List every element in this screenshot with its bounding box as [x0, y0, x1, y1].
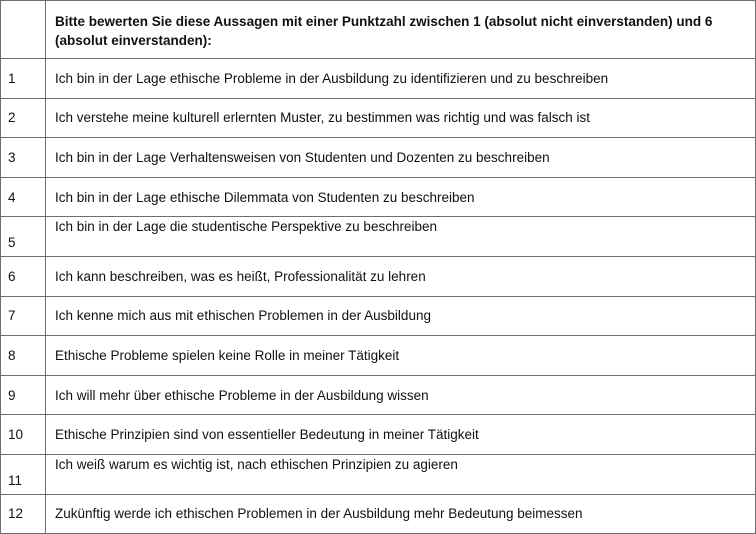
- item-statement: Ich bin in der Lage ethische Probleme in der Ausbildung zu identifizieren und zu beschreiben: [46, 59, 756, 99]
- item-statement: Ich bin in der Lage die studentische Perspektive zu beschreiben: [46, 217, 756, 257]
- table-row: [1, 59, 756, 99]
- item-statement: Ethische Prinzipien sind von essentieller Bedeutung in meiner Tätigkeit: [46, 415, 756, 455]
- item-number: 7: [1, 296, 46, 336]
- item-statement: Zukünftig werde ich ethischen Problemen in der Ausbildung mehr Bedeutung beimessen: [46, 494, 756, 534]
- item-statement: Ich weiß warum es wichtig ist, nach ethischen Prinzipien zu agieren: [46, 454, 756, 494]
- item-statement: Ich kenne mich aus mit ethischen Problemen in der Ausbildung: [46, 296, 756, 336]
- item-statement: Ich verstehe meine kulturell erlernten Muster, zu bestimmen was richtig und was falsch ist: [46, 98, 756, 138]
- item-number: 9: [1, 375, 46, 415]
- table-header-row: [1, 1, 756, 59]
- item-statement: Ich bin in der Lage ethische Dilemmata von Studenten zu beschreiben: [46, 177, 756, 217]
- table-row: [1, 494, 756, 534]
- item-number: 5: [1, 217, 46, 257]
- table-row: [1, 454, 756, 494]
- item-number: 11: [1, 454, 46, 494]
- item-number: 1: [1, 59, 46, 99]
- item-number: 3: [1, 138, 46, 178]
- item-statement: Ich bin in der Lage Verhaltensweisen von Studenten und Dozenten zu beschreiben: [46, 138, 756, 178]
- item-number: 6: [1, 256, 46, 296]
- table-row: [1, 256, 756, 296]
- item-statement: Ethische Probleme spielen keine Rolle in meiner Tätigkeit: [46, 336, 756, 376]
- table-row: [1, 98, 756, 138]
- item-number: 10: [1, 415, 46, 455]
- table-row: [1, 296, 756, 336]
- table-row: [1, 415, 756, 455]
- item-number: 4: [1, 177, 46, 217]
- table-row: [1, 138, 756, 178]
- item-statement: Ich kann beschreiben, was es heißt, Professionalität zu lehren: [46, 256, 756, 296]
- instruction-text: Bitte bewerten Sie diese Aussagen mit einer Punktzahl zwischen 1 (absolut nicht einverstanden) und 6 (absolut einverstanden):: [46, 1, 756, 59]
- table-row: [1, 336, 756, 376]
- table-row: [1, 217, 756, 257]
- item-number: 8: [1, 336, 46, 376]
- item-number: 12: [1, 494, 46, 534]
- item-statement: Ich will mehr über ethische Probleme in der Ausbildung wissen: [46, 375, 756, 415]
- table-row: [1, 177, 756, 217]
- item-number: 2: [1, 98, 46, 138]
- header-number-cell: [1, 1, 46, 59]
- table-row: [1, 375, 756, 415]
